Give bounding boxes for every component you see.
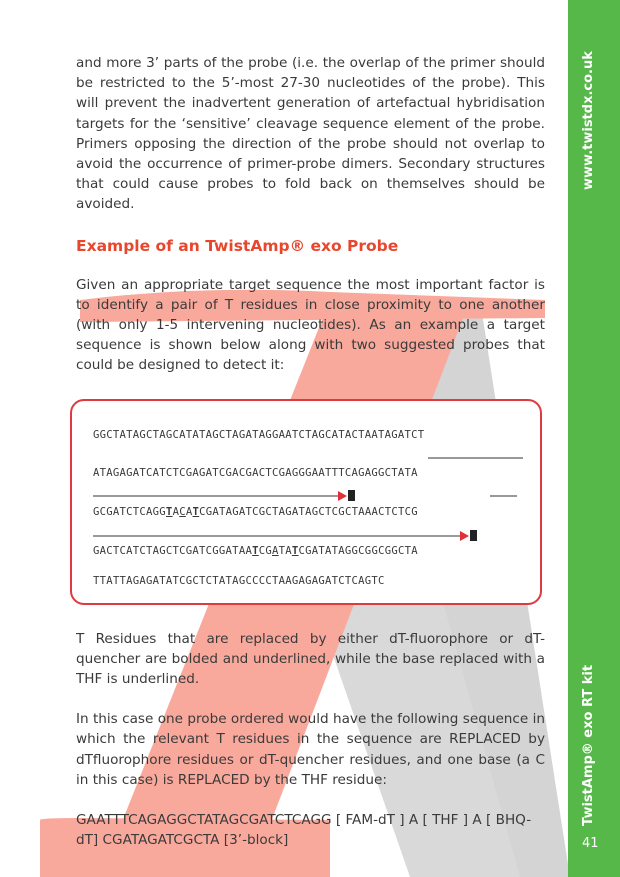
seq4-c: CG bbox=[258, 544, 272, 557]
seq3-a: GCGATCTCAGG bbox=[93, 505, 166, 518]
page-number: 41 bbox=[582, 836, 599, 851]
sequence-line-1: GGCTATAGCTAGCATATAGCTAGATAGGAATCTAGCATACTAATAGATCT bbox=[93, 428, 425, 441]
seq3-t-fluorophore: T bbox=[165, 505, 173, 518]
seq3-c: A bbox=[172, 505, 180, 518]
intro-paragraph: and more 3’ parts of the probe (i.e. the overlap of the primer should be restricted to the 5’-most 27-30 nucleotides of the probe). This will prevent the inadvertent generation of artefactual hybridisation targets for the ‘sensitive’ cleavage sequence element of the probe. Primers opposing the direction of the probe should not overlap to avoid the occurrence of primer-probe dimers. Secondary structures that could cause probes to fold back on themselves should be avoided. bbox=[76, 55, 545, 213]
sequence-line-3 bbox=[93, 502, 418, 522]
probe-block-1 bbox=[348, 490, 355, 501]
seq4-e: TA bbox=[278, 544, 292, 557]
legend-paragraph: T Residues that are replaced by either dT-fluorophore or dT-quencher are bolded and underlined, while the base replaced with a THF is underlined. bbox=[76, 630, 545, 688]
seq4-thf: A bbox=[271, 544, 279, 557]
sequence-line-4 bbox=[93, 541, 418, 561]
seq4-a: GACTCATCTAGCTCGATCGGATAA bbox=[93, 544, 253, 557]
seq3-g: CGATAGATCGCTAGATAGCTCGCTAAACTCTCG bbox=[199, 505, 418, 518]
example-paragraph: Given an appropriate target sequence the most important factor is to identify a pair of T residues in close proximity to one another (with only 1-5 intervening nucleotides). As an example a target sequence is shown below along with two suggested probes that could be designed to detect it: bbox=[76, 276, 545, 374]
sidebar bbox=[568, 0, 620, 877]
case-paragraph: In this case one probe ordered would have the following sequence in which the relevant T residues in the sequence are REPLACED by dTfluorophore residues or dT-quencher residues, and one base (a C in this case) is REPLACED by the THF residue: bbox=[76, 711, 545, 788]
sequence-line-2: ATAGAGATCATCTCGAGATCGACGACTCGAGGGAATTTCAGAGGCTATA bbox=[93, 466, 418, 479]
probe-arrowhead-1 bbox=[338, 491, 347, 501]
probe-sequence: GAATTTCAGAGGCTATAGCGATCTCAGG [ FAM-dT ] A [ THF ] A [ BHQ-dT] CGATAGATCGCTA [3’-block] bbox=[76, 812, 532, 849]
probe-arrowhead-2 bbox=[460, 531, 469, 541]
kit-title: TwistAmp® exo RT kit bbox=[581, 664, 596, 826]
seq4-t-fluorophore: T bbox=[252, 544, 259, 557]
seq3-t-quencher: T bbox=[192, 505, 200, 518]
sequence-box bbox=[70, 399, 542, 605]
page-content bbox=[76, 53, 545, 850]
seq4-t-quencher: T bbox=[291, 544, 299, 557]
probe-block-2 bbox=[470, 530, 477, 541]
seq3-thf: C bbox=[179, 505, 186, 518]
seq4-g: CGATATAGGCGGCGGCTA bbox=[298, 544, 418, 557]
section-heading: Example of an TwistAmp® exo Probe bbox=[76, 236, 399, 255]
sequence-line-5: TTATTAGAGATATCGCTCTATAGCCCCTAAGAGAGATCTCAGTC bbox=[93, 574, 385, 587]
seq3-e: A bbox=[185, 505, 193, 518]
website-url[interactable]: www.twistdx.co.uk bbox=[581, 51, 596, 190]
